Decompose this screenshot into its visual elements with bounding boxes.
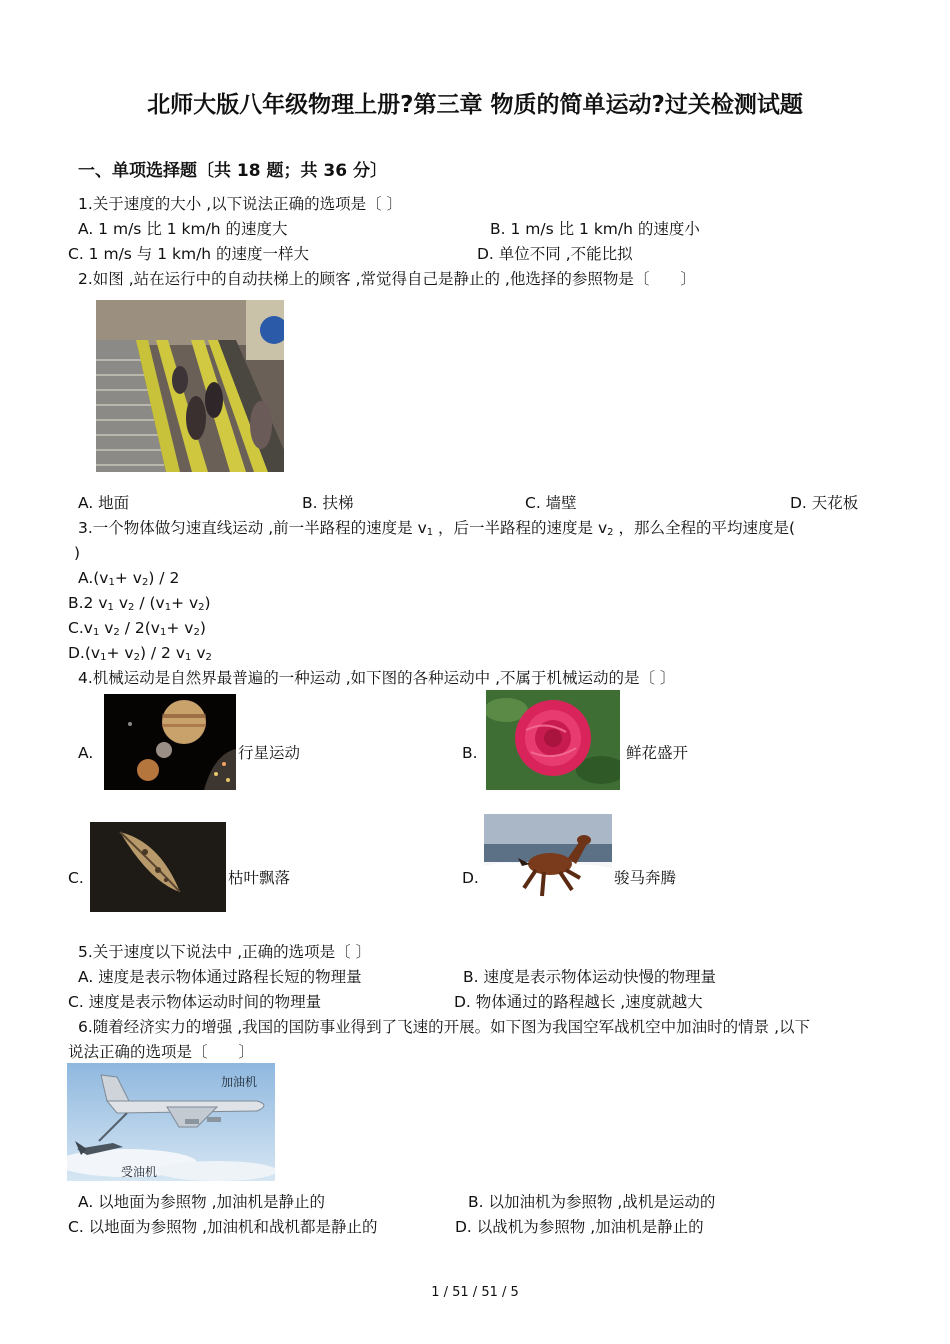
- q5-option-d: D. 物体通过的路程越长 ,速度就越大: [454, 993, 703, 1011]
- q4-option-d-text: 骏马奔腾: [614, 869, 677, 887]
- horse-image: [484, 814, 612, 910]
- q4-option-c-letter: C.: [68, 869, 84, 887]
- q4-option-d-letter: D.: [462, 869, 479, 887]
- q3-stem-close: ): [74, 544, 81, 562]
- q3-option-b: B.2 $v_1$ $v_2 / (v_1+ v_2)$: [68, 594, 211, 613]
- planets-image: [104, 694, 236, 790]
- tanker-label: 加油机: [221, 1075, 258, 1089]
- q5-option-c: C. 速度是表示物体运动时间的物理量: [68, 993, 322, 1011]
- q6-option-c: C. 以地面为参照物 ,加油机和战机都是静止的: [68, 1218, 378, 1236]
- aerial-refueling-image: [67, 1063, 275, 1181]
- q1-option-b: B. 1 m/s 比 1 km/h 的速度小: [490, 220, 700, 238]
- q3-stem: 3.一个物体做匀速直线运动 ,前一半路程的速度是 $v_1$ ，后一半路程的速度是 $v_2$ ，那么全程的平均速度是(: [78, 519, 796, 538]
- q6-option-a: A. 以地面为参照物 ,加油机是静止的: [78, 1193, 326, 1211]
- q3-option-a: $A.(v_1+ v_2) / 2$: [78, 569, 180, 588]
- q5-stem: 5.关于速度以下说法中 ,正确的选项是〔 〕: [78, 943, 372, 961]
- q1-stem: 1.关于速度的大小 ,以下说法正确的选项是〔 〕: [78, 195, 403, 213]
- q2-option-c: C. 墙壁: [525, 494, 577, 512]
- q6-option-b: B. 以加油机为参照物 ,战机是运动的: [468, 1193, 716, 1211]
- q4-option-c-text: 枯叶飘落: [228, 869, 291, 887]
- q6-option-d: D. 以战机为参照物 ,加油机是静止的: [455, 1218, 704, 1236]
- q5-option-b: B. 速度是表示物体运动快慢的物理量: [463, 968, 716, 986]
- q4-stem: 4.机械运动是自然界最普遍的一种运动 ,如下图的各种运动中 ,不属于机械运动的是〔 〕: [78, 669, 676, 687]
- q6-stem-line1: 6.随着经济实力的增强 ,我国的国防事业得到了飞速的开展。如下图为我国空军战机空中加油时的情景 ,以下: [78, 1018, 810, 1036]
- q1-option-c: C. 1 m/s 与 1 km/h 的速度一样大: [68, 245, 310, 263]
- q2-stem: 2.如图 ,站在运行中的自动扶梯上的顾客 ,常觉得自己是静止的 ,他选择的参照物是〔 〕: [78, 270, 696, 288]
- escalator-image: [96, 300, 284, 472]
- q1-option-a: A. 1 m/s 比 1 km/h 的速度大: [78, 220, 288, 238]
- q2-option-b: B. 扶梯: [302, 494, 354, 512]
- q4-option-a-letter: A.: [78, 744, 94, 762]
- page-title: 北师大版八年级物理上册?第三章 物质的简单运动?过关检测试题: [147, 92, 803, 118]
- q3-option-d: $D.(v_1+ v_2) / 2$ $v_1$ $v_2$: [68, 644, 212, 663]
- q2-option-d: D. 天花板: [790, 494, 859, 512]
- q5-option-a: A. 速度是表示物体通过路程长短的物理量: [78, 968, 362, 986]
- page-number: 1 / 51 / 51 / 5: [431, 1285, 519, 1300]
- receiver-label: 受油机: [121, 1165, 158, 1179]
- q4-option-b-text: 鲜花盛开: [626, 744, 689, 762]
- q3-option-c: $C.v_1$ $v_2 / 2(v_1+ v_2)$: [68, 619, 206, 638]
- leaf-image: [90, 822, 226, 912]
- q4-option-a-text: 行星运动: [238, 744, 301, 762]
- q2-option-a: A. 地面: [78, 494, 130, 512]
- section-heading: 一、单项选择题〔共 18 题；共 36 分〕: [78, 161, 387, 181]
- q4-option-b-letter: B.: [462, 744, 478, 762]
- flower-image: [486, 690, 620, 790]
- q1-option-d: D. 单位不同 ,不能比拟: [477, 245, 633, 263]
- q6-stem-line2: 说法正确的选项是〔 〕: [68, 1043, 255, 1061]
